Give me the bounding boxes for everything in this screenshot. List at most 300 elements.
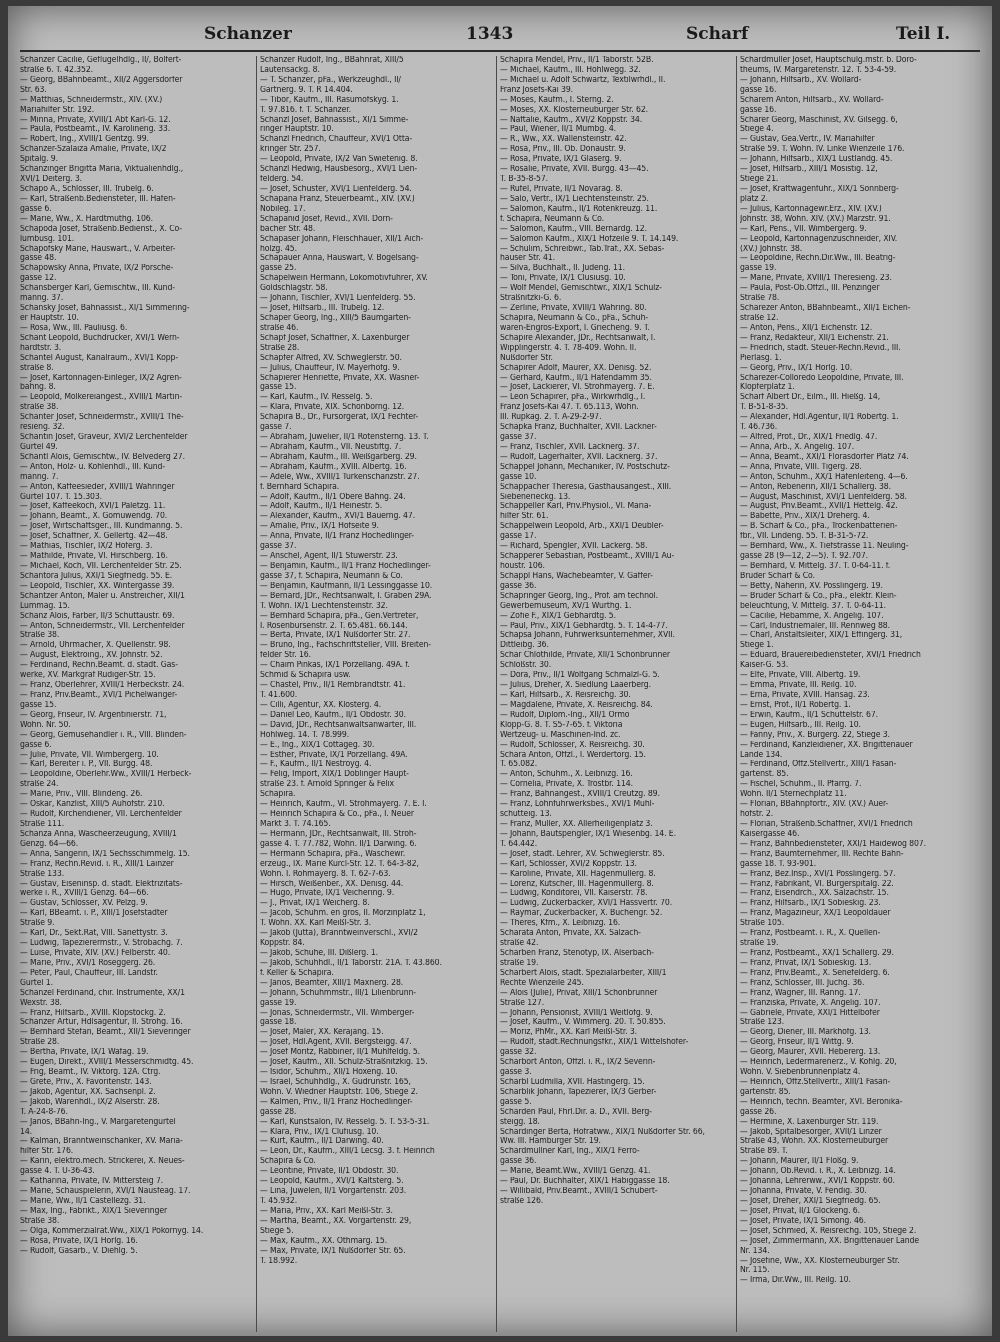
directory-line: Franz Josefs-Kai 39. <box>500 85 574 95</box>
directory-line: — Franz, Baumternehmer, III. Rechte Bahn- <box>740 849 904 859</box>
directory-line: — Fischel, Schuhm., II. Pfarrg. 7. <box>740 780 862 790</box>
directory-line: — Moses, XX. Klosterneuburger Str. 62. <box>500 105 649 115</box>
directory-line: — Georg, Friseur, IV. Argentinierstr. 71, <box>20 710 167 720</box>
directory-line: Scharezer Anton, BBahnbeamt., XII/1 Eichen- <box>740 304 911 314</box>
directory-line: straße 24. <box>20 780 59 790</box>
directory-line: Schanzer Artur, Hdlsagentur, II. Strohg. 16. <box>20 1018 183 1028</box>
directory-line: Straße 43, Wohn. XX. Klosterneuburger <box>740 1137 889 1147</box>
volume-label: Teil I. <box>896 24 951 44</box>
directory-line: — Heinrich, Kaufm., VI. Strohmayerg. 7. E. I. <box>260 800 427 810</box>
directory-line: Nr. 134. <box>740 1246 770 1256</box>
directory-line: Wexstr. 38. <box>20 998 62 1008</box>
directory-line: Stiege 1. <box>740 641 774 651</box>
directory-line: — Schulim, Schreibwr., Tab.Traf., XX. Sebas- <box>500 244 665 254</box>
directory-line: Hohlweg. 14. T. 78.999. <box>260 730 350 740</box>
directory-line: Schantzer Anton, Maler u. Anstreicher, XII/1 <box>20 591 185 601</box>
directory-line: Genzg. 64—66. <box>20 839 79 849</box>
directory-line: Nobileg. 17. <box>260 204 306 214</box>
directory-line: — Alexander, Kaufm., XVI/1 Bauerng. 47. <box>260 512 416 522</box>
directory-line: — Silva, Buchhalt., II. Judeng. 11. <box>500 264 625 274</box>
directory-line: — Abraham, Juwelier, II/1 Rotensterng. 13. T. <box>260 433 429 443</box>
directory-line: Straße 28. <box>20 1038 60 1048</box>
directory-line: Schappeller Karl, Priv.Physiol., VI. Maria- <box>500 502 652 512</box>
directory-line: Schappacher Theresia, Gasthausangest., XIII. <box>500 482 672 492</box>
directory-line: Wohn. I. Rohmayerg. 8. T. 62-7-63. <box>260 869 391 879</box>
directory-line: — Josef, Dreher, XXI/1 Siegfriedg. 65. <box>740 1197 881 1207</box>
directory-line: Schappelwein Leopold, Arb., XXI/1 Deubler- <box>500 522 664 532</box>
directory-line: — Bertha, Private, IX/1 Wafag. 19. <box>20 1048 149 1058</box>
directory-line: — Josef, Kaufm., XII. Schulz-Straßnitzkig. 15. <box>260 1058 428 1068</box>
directory-line: Schänzel Ferdinand, chir. Instrumente, XX/1 <box>20 988 185 998</box>
directory-line: Schapo A., Schlosser, III. Trubelg. 6. <box>20 184 154 194</box>
directory-line: — Salomon, Kaufm., VIII. Bernardg. 12. <box>500 224 647 234</box>
directory-line: — Luise, Private, XIV. (XV.) Felberstr. 40. <box>20 948 171 958</box>
directory-line: Wipplingerstr. 4. T. 78-409. Wohn. II. <box>500 343 637 353</box>
directory-line: f. Keller & Schapira. <box>260 968 334 978</box>
directory-line: — Josef, Schmied, X. Reisreichg. 105, Stiege 2. <box>740 1226 917 1236</box>
directory-line: — Karl, Schlosser, XVI/2 Koppstr. 13. <box>500 859 637 869</box>
directory-line: — Willibald, Priv.Beamt., XVIII/1 Schubert- <box>500 1187 658 1197</box>
directory-line: — Paul, Priv., XIX/1 Gebhardtg. 5. T. 14-4-77. <box>500 621 668 631</box>
directory-line: — Heinrich, Offz.Stellvertr., XIII/1 Fasan- <box>740 1077 891 1087</box>
directory-line: T. A-24-8-76. <box>20 1107 68 1117</box>
directory-line: Schapf Josef, Schaffner, X. Laxenburger <box>260 333 410 343</box>
directory-line: — Georg, Diener, III. Markhofg. 13. <box>740 1028 871 1038</box>
directory-line: Schanza Anna, Wäscheerzeugung, XVIII/1 <box>20 829 177 839</box>
directory-line: — Georg, Priv., IX/1 Hörlg. 10. <box>740 363 853 373</box>
directory-line: Scharata Anton, Private, XX. Salzach- <box>500 929 641 939</box>
directory-line: — Adolf, Kaufm., II/1 Obere Bahng. 24. <box>260 492 406 502</box>
directory-line: — Karl, Kaufm., IV. Resselg. 5. <box>260 393 373 403</box>
directory-page <box>8 6 992 1336</box>
directory-line: — Georg, BBahnbeamt., XII/2 Aggersdorfer <box>20 75 183 85</box>
directory-line: Schantora Julius, XXI/1 Siegfriedg. 55. E. <box>20 571 173 581</box>
directory-line: platz 2. <box>740 194 768 204</box>
directory-line: — Rosa, Private, IX/1 Glaserg. 9. <box>500 155 622 165</box>
directory-line: — Katharina, Private, IV. Mittersteig 7. <box>20 1177 164 1187</box>
directory-line: — Leopoldine, Oberlehr.Ww., XVIII/1 Herbeck- <box>20 770 192 780</box>
directory-line: — Marie, Ww., X. Hardtmuthg. 106. <box>20 214 153 224</box>
directory-line: Siebenerieckg. 13. <box>500 492 571 502</box>
directory-line: — Magdalene, Private, X. Reisreichg. 84. <box>500 700 653 710</box>
directory-line: — Brüder Scharf & Co., pFa., elektr. Klein- <box>740 591 897 601</box>
directory-line: — Daniel Leo, Kaufm., II/1 Obdostr. 30. <box>260 710 406 720</box>
directory-line: — Rüfel, Private, II/1 Novarag. 8. <box>500 184 623 194</box>
directory-line: — Arnold, Uhrmacher, X. Quellenstr. 98. <box>20 641 171 651</box>
directory-line: — Carl, Industriemaler, III. Rennweg 88. <box>740 621 890 631</box>
directory-line: — Ferdinand, Kanzleidiener, XX. Brigittenauer <box>740 740 913 750</box>
directory-line: Schantin Josef, Graveur, XVI/2 Lerchenfelder <box>20 433 188 443</box>
directory-line: lumbusg. 101. <box>20 234 75 244</box>
directory-line: Straße 9. <box>20 919 55 929</box>
directory-line: Gürtel 107. T. 15.303. <box>20 492 103 502</box>
directory-line: — August, Priv.Beamt., XVII/1 Hettelg. 42. <box>740 502 898 512</box>
directory-line: straße 42. <box>500 939 539 949</box>
directory-line: — Dora, Priv., II/1 Wolfgang Schmälzl-G. 5. <box>500 671 660 681</box>
directory-line: — Jakob, Schuhe, III. Dißlerg. 1. <box>260 948 378 958</box>
directory-line: — Leopold, Private, IX/2 Van Swietenig. 8. <box>260 155 418 165</box>
directory-line: — Johann, Bautspengler, IX/1 Wiesenbg. 14. E. <box>500 829 676 839</box>
directory-line: — Josef, Kartonnagen-Einleger, IX/2 Agren- <box>20 373 182 383</box>
directory-line: — Johann, Ob.Revid. i. R., X. Leibnizg. 14. <box>740 1167 896 1177</box>
directory-line: — Franz, Eisendrch., XX. Salzachstr. 15. <box>740 889 889 899</box>
directory-line: — Maria, Priv., XX. Karl Meißl-Str. 3. <box>260 1206 393 1216</box>
directory-line: — Cäcilie, Hebamme, X. Angelig. 107. <box>740 611 884 621</box>
directory-line: gasse 7. <box>260 423 292 433</box>
column-divider <box>736 56 737 1332</box>
directory-line: Spitalg. 9. <box>20 155 58 165</box>
directory-line: Schara Anton, Offzl., I. Werdertorg. 15. <box>500 750 646 760</box>
directory-line: — Karl, Kunstsalon, IV. Resselg. 5. T. 53-5-31. <box>260 1117 430 1127</box>
directory-line: gartenst. 85. <box>740 770 789 780</box>
header-first-entry: Schanzer <box>204 24 292 44</box>
directory-line: Pierlasg. 1. <box>740 353 782 363</box>
directory-line: — Amalie, Priv., IX/1 Hofseite 9. <box>260 522 379 532</box>
directory-line: Wohn. II/1 Sternechplatz 11. <box>740 790 847 800</box>
directory-line: Schanzer Rudolf, Ing., BBahnrat, XIII/5 <box>260 56 404 65</box>
directory-line: gasse 18. <box>260 1018 297 1028</box>
directory-line: gasse 4. T. 77.782, Wohn. II/1 Darwing. 6. <box>260 839 417 849</box>
directory-line: werke, XV. Markgraf Rüdiger-Str. 15. <box>20 671 156 681</box>
directory-line: — Franz, Redakteur, XII/1 Eichenstr. 21. <box>740 333 889 343</box>
directory-line: — Leon Schapirer, pFa., Wirkwrhdlg., I. <box>500 393 646 403</box>
directory-line: Scharbl Ludmilla, XVII. Hastingerg. 15. <box>500 1077 645 1087</box>
directory-line: — Marie, Schauspielerin, XVI/1 Nausfeag. 17. <box>20 1187 191 1197</box>
directory-line: T. 97.816. f. T. Schanzer. <box>260 105 351 115</box>
directory-line: Schansky Josef, Bahnassist., XI/1 Simmering- <box>20 304 190 314</box>
directory-line: — Raymar, Zuckerbäcker, X. Buchengr. 52. <box>500 909 663 919</box>
directory-line: — Karl, Hilfsarb., X. Reisreichg. 30. <box>500 691 631 700</box>
directory-line: Scharbort Anton, Offzl. i. R., IX/2 Severin- <box>500 1058 656 1068</box>
directory-line: — Felig, Import, XIX/1 Döblinger Haupt- <box>260 770 409 780</box>
directory-line: — Jakob (Jutta), Branntweinverschl., XVI/2 <box>260 929 418 939</box>
directory-line: — Anton, Schuhm., X. Leibnizg. 16. <box>500 770 633 780</box>
directory-line: straße 126. <box>500 1197 544 1207</box>
directory-line: — Gabriele, Private, XXI/1 Hittelbofer <box>740 1008 880 1018</box>
directory-line: — Johann, Pensionist, XVIII/1 Weitlofg. 9. <box>500 1008 653 1018</box>
directory-line: — Kalman, Branntweinschänker, XV. Maria- <box>20 1137 183 1147</box>
directory-line: gasse 6. <box>20 204 52 214</box>
directory-line: — Anton, Pens., XII/1 Eichenstr. 12. <box>740 323 873 333</box>
directory-line: Schmid & Schapira usw. <box>260 671 351 681</box>
directory-line: — T. Schanzer, pFa., Werkzeughdl., II/ <box>260 75 401 85</box>
directory-line: Stiege 21. <box>740 175 779 185</box>
directory-line: — Rudolf, Diplom.-Ing., XII/1 Ormo <box>500 710 630 720</box>
directory-line: erzeug., IX. Marie Kurcl-Str. 12. T. 64-3-82, <box>260 859 419 869</box>
directory-line: hauser Str. 41. <box>500 254 555 264</box>
directory-line: — Benjamin, Kaufm., II/1 Franz Hochedlinger- <box>260 562 431 572</box>
directory-line: Schappel Johann, Mechaniker, IV. Postschütz- <box>500 462 670 472</box>
directory-line: gasse 6. <box>20 740 52 750</box>
directory-line: Straße 127. <box>500 998 545 1008</box>
directory-line: Nr. 115. <box>740 1266 770 1276</box>
directory-line: Schar Chlothilde, Private, XII/1 Schönbrunner <box>500 651 671 661</box>
directory-line: — Michael u. Adolf Schwartz, Textilwrhdl., II. <box>500 75 666 85</box>
directory-line: gasse 5. <box>500 1097 532 1107</box>
directory-line: kringer Str. 257. <box>260 145 321 155</box>
directory-line: — Georg, Gemüsehändler i. R., VIII. Blinden- <box>20 730 187 740</box>
directory-line: — Franz, Postbeamt. i. R., X. Quellen- <box>740 929 881 939</box>
directory-line: — Eugen, Direkt., XVIII/1 Messerschmidtg. 45. <box>20 1058 194 1068</box>
directory-line: — Leopold, Kartonnagenzuschneider, XIV. <box>740 234 898 244</box>
directory-line: Schanzl Josef, Bahnassist., XI/1 Simme- <box>260 115 409 125</box>
directory-line: Schantl Alois, Gemischtw., IV. Belvederg 27. <box>20 452 185 462</box>
directory-line: Johnstr. 38, Wohn. XIV. (XV.) Märzstr. 91. <box>740 214 891 224</box>
page-header <box>8 20 992 46</box>
directory-line: felderg. 54. <box>260 175 304 185</box>
directory-line: XVI/1 Deiterg. 3. <box>20 175 83 185</box>
directory-line: — Jakob, Warenhdl., IX/2 Alserstr. 28. <box>20 1097 160 1107</box>
directory-line: T. 65.082. <box>500 760 538 770</box>
directory-line: — Franz, Priv.Beamt., XVI/1 Pichelwanger- <box>20 691 178 700</box>
directory-line: — Tibor, Kaufm., III. Rasumofskyg. 1. <box>260 95 399 105</box>
directory-line: — Josef, Kaufm., V. Wimmerg. 20. T. 50.855. <box>500 1018 666 1028</box>
directory-line: — Rudolf, städt.Rechnungsfkr., XIX/1 Wittelshofer- <box>500 1038 689 1048</box>
directory-line: gasse 32. <box>500 1048 537 1058</box>
directory-line: — Kurt, Kaufm., II/1 Darwing. 40. <box>260 1137 384 1147</box>
directory-line: — Adolf, Kaufm., II/1 Heinestr. 5. <box>260 502 383 512</box>
directory-line: — Bernhard Stefan, Beamt., XII/1 Sieveringer <box>20 1028 191 1038</box>
directory-line: manng. 7. <box>20 472 59 482</box>
directory-line: straße 12. <box>740 313 779 323</box>
directory-line: — Rudolf, Lagerhalter, XVII. Lacknerg. 37. <box>500 452 658 462</box>
directory-line: gasse 18. T. 93-901. <box>740 859 817 869</box>
directory-line: — Franz, Oberlehrer, XVIII/1 Herbeckstr. 24. <box>20 681 185 691</box>
directory-line: Gewerbemuseum, XV/1 Würthg. 1. <box>500 601 632 611</box>
directory-line: gasse 4. T. U-36-43. <box>20 1167 95 1177</box>
directory-line: — Karin, elektro.mech. Strickerei, X. Neues- <box>20 1157 185 1167</box>
directory-line: — Isidor, Schuhm., XII/1 Hoxeng. 10. <box>260 1068 398 1078</box>
directory-line: Schapira B., Dr., Fürsorgerat, IX/1 Fechter- <box>260 413 419 423</box>
directory-line: Schapoda Josef, Straßenb.Bedienst., X. Co- <box>20 224 182 234</box>
directory-line: Schapanid Josef, Revid., XVII. Dorn- <box>260 214 393 224</box>
directory-columns <box>20 56 980 1332</box>
directory-line: — Franz, Schlosser, III. Juchg. 36. <box>740 978 865 988</box>
directory-line: — Josef, Schaffner, X. Gellertg. 42—48. <box>20 532 168 542</box>
directory-line: gasse 17. <box>500 532 537 542</box>
directory-line: gasse 12. <box>20 274 57 284</box>
directory-line: — Alexander, Hdl.Agentur, II/1 Robertg. 1. <box>740 413 899 423</box>
directory-line: — Oskar, Kanzlist, XIII/5 Auhofstr. 210. <box>20 800 165 810</box>
directory-line: — Heinrich Schapira & Co., pFa., I. Neuer <box>260 810 414 820</box>
directory-line: — Abraham, Kaufm., III. Weißgärberg. 29. <box>260 452 417 462</box>
directory-line: Schapierer Henriette, Private, XX. Wasner- <box>260 373 420 383</box>
directory-line: — Abraham, Kaufm., XVIII. Albertg. 16. <box>260 462 407 472</box>
directory-line: Wertzeug- u. Maschinen-Ind. zc. <box>500 730 621 740</box>
directory-line: — Kalmen, Priv., II/1 Franz Hochedlinger- <box>260 1097 413 1107</box>
directory-line: — Franz, Postbeamt., XX/1 Schallerg. 29. <box>740 948 894 958</box>
directory-line: — Ludwig, Tapezierermstr., V. Strobachg. 7. <box>20 939 183 949</box>
directory-line: — Martha, Beamt., XX. Vorgartenstr. 29, <box>260 1216 412 1226</box>
directory-line: I. Rosenbursenstr. 2. T. 65.481. 66.144. <box>260 621 408 631</box>
directory-line: — Israel, Schuhhdlg., X. Gudrunstr. 165, <box>260 1077 411 1087</box>
directory-line: Schapelwein Hermann, Lokomotivführer, XV. <box>260 274 428 284</box>
directory-line: — Eugen, Hilfsarb., III. Reilg. 10. <box>740 720 861 730</box>
directory-line: Wohn. Nr. 50. <box>20 720 71 730</box>
directory-line: — Florian, Straßenb.Schaffner, XVI/1 Friedrich <box>740 819 913 829</box>
directory-line: — Rosa, Ww., III. Pauliusg. 6. <box>20 323 128 333</box>
directory-line: Kaisergasse 46. <box>740 829 800 839</box>
directory-line: — Jacob, Schuhm. en gros, II. Morzinplatz 1, <box>260 909 426 919</box>
directory-line: — Mathias, Tischler, IX/2 Höferg. 3. <box>20 542 153 552</box>
directory-line: f. Schapira, Neumann & Co. <box>500 214 604 224</box>
directory-line: Schänzl Hedwig, Hausbesorg., XVI/1 Lien- <box>260 165 418 175</box>
directory-line: Straße 89. T. <box>740 1147 788 1157</box>
directory-line: Kaiser-G. 53. <box>740 661 789 671</box>
directory-line: Markt 3. T. 74.165. <box>260 819 331 829</box>
directory-line: straße 8. <box>20 363 54 373</box>
directory-line: — Karl, Bereiter i. P., VII. Burgg. 48. <box>20 760 153 770</box>
directory-line: gasse 25. <box>260 264 297 274</box>
directory-line: — Rudolf, Gasarb., V. Diehlg. 5. <box>20 1246 138 1256</box>
directory-line: gasse 15. <box>260 383 297 393</box>
directory-line: — Heinrich, Ledermarenerz., V. Kohlg. 20, <box>740 1058 897 1068</box>
directory-line: — Moriz, PhMr., XX. Karl Meißl-Str. 3. <box>500 1028 638 1038</box>
directory-line: — Bruno, Ing., Fachschriftsteller, VIII. Breiten- <box>260 641 431 651</box>
directory-line: — August, Elektroing., XV. Johnstr. 52. <box>20 651 163 661</box>
directory-line: straße 19. <box>500 958 539 968</box>
directory-line: werke i. R., XVIII/1 Genzg. 64—66. <box>20 889 149 899</box>
directory-line: — Karl, BBeamt. i. P., XIII/1 Josefstädter <box>20 909 168 919</box>
directory-line: fbr., VII. Lindeng. 55. T. B-31-5-72. <box>740 532 869 542</box>
column-4 <box>740 56 972 1332</box>
directory-line: — Michael, Koch, VII. Lerchenfelder Str. 25. <box>20 562 182 572</box>
directory-line: — Josef, Hilfsarb., III. Trubelg. 12. <box>260 304 385 314</box>
directory-line: — Franz, Hilfsarb., XVIII. Klopstockg. 2. <box>20 1008 166 1018</box>
directory-line: — Franz, Rechn.Revid. i. R., XIII/1 Lainzer <box>20 859 174 869</box>
directory-line: ringer Hauptstr. 10. <box>260 125 334 135</box>
directory-line: gasse 48. <box>20 254 57 264</box>
directory-line: — Marie, Ww., II/1 Castellezg. 31. <box>20 1197 146 1207</box>
directory-line: Franz Josefs-Kai 47. T. 65.113, Wohn. <box>500 403 639 413</box>
directory-line: — Salo, Vertr., IX/1 Liechtensteinstr. 25. <box>500 194 649 204</box>
directory-line: — Minna, Private, XVIII/1 Abt Karl-G. 12. <box>20 115 171 125</box>
directory-line: — Esther, Private, IX/1 Porzellang. 49A. <box>260 750 408 760</box>
directory-line: Straße 28. <box>260 343 300 353</box>
directory-line: — Georg, Maurer, XVII. Hebererg. 13. <box>740 1048 881 1058</box>
directory-line: — Johanna, Private, V. Fendig. 30. <box>740 1187 867 1197</box>
directory-line: hardtstr. 3. <box>20 343 62 353</box>
column-2 <box>260 56 492 1332</box>
directory-line: — Michael, Kaufm., III. Hohlwegg. 32. <box>500 65 641 75</box>
directory-line: straße 38. <box>20 403 59 413</box>
directory-line: — Leopoldine, Rechn.Dir.Ww., III. Beatrig- <box>740 254 896 264</box>
directory-line: houstr. 106. <box>500 562 545 572</box>
directory-line: — Berta, Private, IX/1 Nußdorfer Str. 27. <box>260 631 411 641</box>
directory-line: — Gerhard, Kaufm., II/1 Hafendamm 35. <box>500 373 652 383</box>
directory-line: gasse 37. <box>260 542 297 552</box>
directory-line: — Anton, Schuhm., XX/1 Hafenleiteng. 4—6. <box>740 472 908 482</box>
directory-line: Klopferplatz 1. <box>740 383 795 393</box>
directory-line: bacher Str. 48. <box>260 224 316 234</box>
directory-line: waren-Engros-Export, I. Griecheng. 9. T. <box>500 323 650 333</box>
directory-line: Schapringer Georg, Ing., Prof. am technol. <box>500 591 658 601</box>
directory-line: — Olga, Kommerzialrat.Ww., XIX/1 Pokornyg. 14. <box>20 1226 204 1236</box>
directory-line: Schanter Josef, Schneidermstr., XVIII/1 Thé- <box>20 413 184 423</box>
directory-line: — Abraham, Kaufm., VII. Neustiftg. 7. <box>260 442 402 452</box>
directory-line: Schapowsky Anna, Private, IX/2 Porsche- <box>20 264 174 274</box>
directory-line: Schanzer Cäcilie, Geflügelhdlg., II/, Bolfert- <box>20 56 182 65</box>
column-divider <box>496 56 497 1332</box>
directory-line: — Anna, Arb., X. Angelig. 107. <box>740 442 855 452</box>
directory-line: — Zerline, Private, XVIII/1 Währing. 80. <box>500 304 647 314</box>
header-last-entry: Scharf <box>686 24 749 44</box>
directory-line: — Janos, BBahn-Ing., V. Margaretengürtel <box>20 1117 176 1127</box>
directory-line: Schloßstr. 30. <box>500 661 552 671</box>
directory-line: — Emma, Private, III. Reilg. 10. <box>740 681 857 691</box>
directory-line: — Josef, städt. Lehrer, XV. Schweglerstr. 85. <box>500 849 665 859</box>
directory-line: — Max, Kaufm., XX. Othmarg. 15. <box>260 1236 388 1246</box>
directory-line: Straße 38. <box>20 1216 60 1226</box>
directory-line: — Karl, Pens., VII. Wimbergerg. 9. <box>740 224 867 234</box>
directory-line: — Florian, BBahnpförtr., XIV. (XV.) Auer- <box>740 800 889 810</box>
directory-line: Schapauer Anna, Hauswart, V. Bogelsang- <box>260 254 419 264</box>
directory-line: — Gustav, Eiseninsp. d. städt. Elektrizitäts- <box>20 879 183 889</box>
directory-line: — Cilli, Agentur, XX. Klosterg. 4. <box>260 700 382 710</box>
directory-line: Lummag. 15. <box>20 601 70 611</box>
directory-line: — August, Maschinist, XVI/1 Lienfelderg. 58. <box>740 492 907 502</box>
directory-line: manng. 37. <box>20 294 64 304</box>
directory-line: — Leopold, Tischler, XX. Wintergasse 39. <box>20 581 175 591</box>
directory-line: — Franz, Tischler, XVII. Lacknerg. 37. <box>500 442 640 452</box>
directory-line: — Paula, Postbeamt., IV. Karolineng. 33. <box>20 125 171 135</box>
directory-line: — Salomon, Kaufm., II/1 Rotenkreuzg. 11. <box>500 204 658 214</box>
directory-line: Scharden Paul, Fhrl.Dir. a. D., XVII. Berg- <box>500 1107 652 1117</box>
directory-line: — Charl, Anstaltsleiter, XIX/1 Effingerg. 31, <box>740 631 903 641</box>
directory-line: — Josef, Lackierer, VI. Strohmayerg. 7. E. <box>500 383 655 393</box>
directory-line: — Chastel, Priv., II/1 Rembrandtstr. 41. <box>260 681 406 691</box>
directory-line: — Zofie F., XIX/1 Gebhardtg. 5. <box>500 611 616 621</box>
column-3 <box>500 56 732 1332</box>
directory-line: T. 45.932. <box>260 1197 298 1207</box>
directory-line: theums, IV. Margaretenstr. 12. T. 53-4-59. <box>740 65 897 75</box>
directory-line: Gärtnerg. 9. T. R 14.404. <box>260 85 353 95</box>
directory-line: straße 23. f. Arnold Springer & Felix <box>260 780 394 790</box>
directory-line: — Bernhard Schapira, pFa., Gen.Vertreter, <box>260 611 419 621</box>
directory-line: — Fanny, Priv., X. Bürgerg. 22, Stiege 3. <box>740 730 890 740</box>
directory-line: Rechte Wienzeile 245. <box>500 978 584 988</box>
directory-line: — Julius, Chauffeur, IV. Mayerhofg. 9. <box>260 363 400 373</box>
directory-line: Dittleibg. 36. <box>500 641 549 651</box>
directory-line: T. B-51-8-35. <box>740 403 789 413</box>
directory-line: T. Wohn. IX/1 Liechtensteinstr. 32. <box>260 601 388 611</box>
directory-line: T. 64.442. <box>500 839 538 849</box>
directory-line: Schanzinger Brigitta Maria, Viktualienhdlg., <box>20 165 184 175</box>
directory-line: Schapira, Neumann & Co., pFa., Schuh- <box>500 313 649 323</box>
directory-line: — Josef, Privat, II/1 Glockeng. 6. <box>740 1206 860 1216</box>
directory-line: — Klara, Private, XIX. Schönborng. 12. <box>260 403 405 413</box>
directory-line: Straße 38. <box>20 631 60 641</box>
directory-line: — David, JDr., Rechtsanwaltsanwärter, III. <box>260 720 417 730</box>
directory-line: Nußdorfer Str. <box>500 353 553 363</box>
directory-line: — Josef, Zimmermann, XX. Brigittenauer Lände <box>740 1236 920 1246</box>
directory-line: — Paul, Wiener, II/1 Mumbg. 4. <box>500 125 617 135</box>
directory-line: — Paul, Dr. Buchhalter, XIX/1 Habiggasse 18. <box>500 1177 670 1187</box>
directory-line: — Alfred, Prof., Dr., XIX/1 Friedlg. 47. <box>740 433 878 443</box>
directory-line: — Grete, Priv., X. Favoritenstr. 143. <box>20 1077 152 1087</box>
directory-line: Schantel August, Kanalräum., XVI/1 Kopp- <box>20 353 179 363</box>
directory-line: Schapira. <box>260 790 296 800</box>
directory-line: Goldschlagstr. 58. <box>260 284 328 294</box>
directory-line: — Jakob, Spitalbesorger, XVII/1 Linzer <box>740 1127 882 1137</box>
directory-line: holzg. 45. <box>260 244 297 254</box>
directory-line: — Leopold, Kaufm., XVI/1 Kaltsterg. 5. <box>260 1177 404 1187</box>
directory-line: Schardinger Berta, Hofratww., XIX/1 Nußdorfer Str. 66, <box>500 1127 705 1137</box>
directory-line: — Josef, Kaffeekoch, XVI/1 Paletzg. 11. <box>20 502 166 512</box>
directory-line: Schapana Franz, Steuerbeamt., XIV. (XV.) <box>260 194 415 204</box>
directory-line: Lautensackg. 8. <box>260 65 320 75</box>
directory-line: gartenstr. 85. <box>740 1087 791 1097</box>
